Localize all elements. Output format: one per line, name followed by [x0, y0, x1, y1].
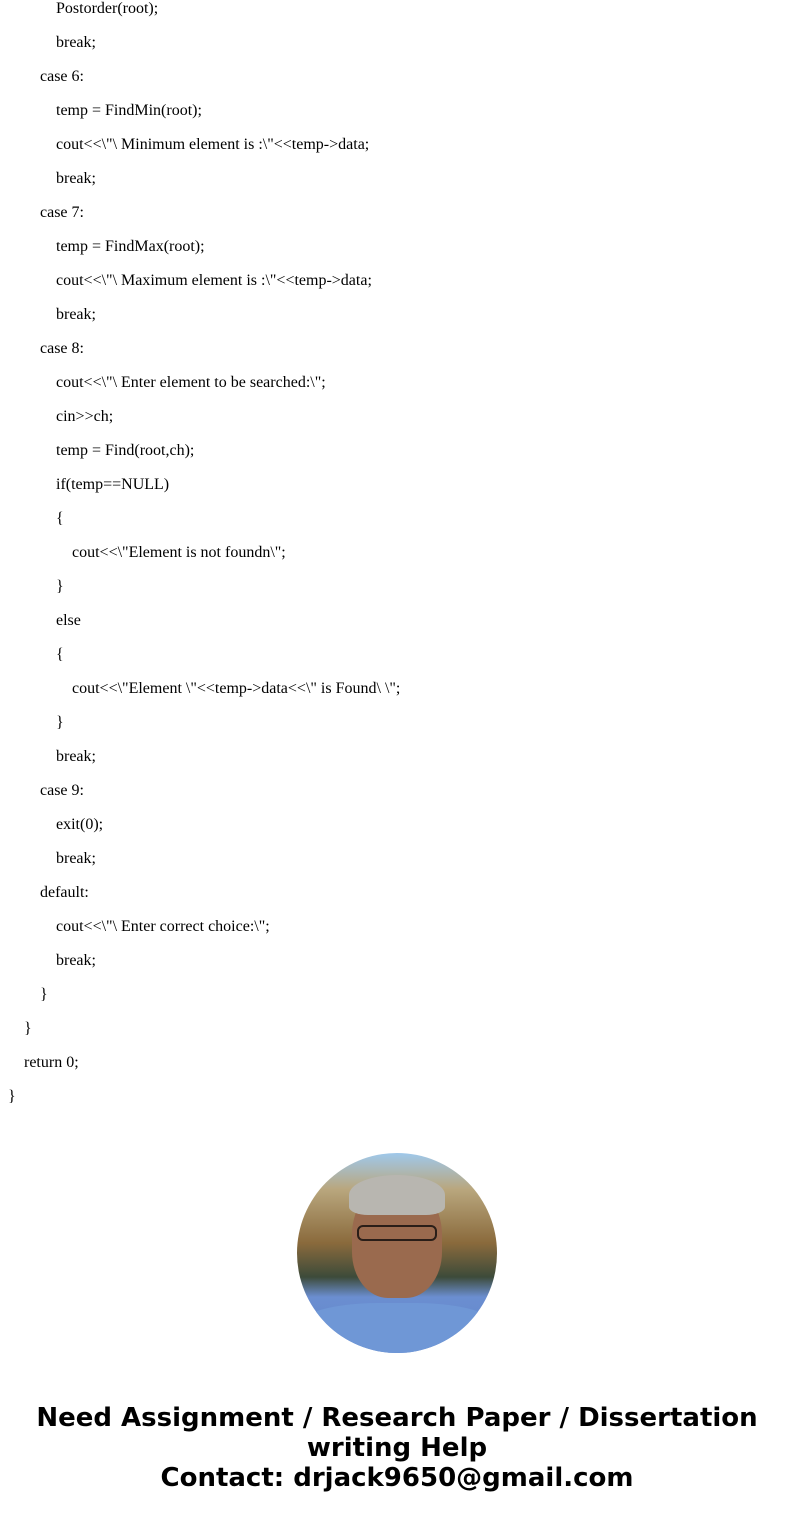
code-line: cout<<\"Element is not foundn\"; [72, 544, 286, 561]
author-photo [297, 1153, 497, 1353]
code-line: cout<<\"\ Maximum element is :\"<<temp->data; [56, 272, 372, 289]
code-line: } [40, 986, 48, 1003]
code-line: Postorder(root); [56, 0, 159, 17]
footer-banner [0, 1403, 794, 1493]
code-line: } [24, 1020, 32, 1037]
contact-email: Contact: drjack9650@gmail.com [160, 1463, 634, 1493]
code-line: else [56, 612, 81, 629]
code-line: break; [56, 748, 96, 765]
photo-glasses [357, 1225, 437, 1241]
code-line: temp = Find(root,ch); [56, 442, 195, 459]
code-line: break; [56, 170, 96, 187]
code-line: case 7: [40, 204, 84, 221]
photo-hair [349, 1175, 445, 1215]
code-line: break; [56, 952, 96, 969]
code-line: break; [56, 34, 96, 51]
code-line: return 0; [24, 1054, 79, 1071]
code-line: cout<<\"\ Enter element to be searched:\"; [56, 374, 326, 391]
code-line: break; [56, 306, 96, 323]
code-line: { [56, 510, 64, 527]
code-line: exit(0); [56, 816, 104, 833]
code-line: cin>>ch; [56, 408, 114, 425]
code-line: default: [40, 884, 89, 901]
code-line: } [56, 578, 64, 595]
code-line: case 6: [40, 68, 84, 85]
code-line: temp = FindMin(root); [56, 102, 202, 119]
photo-shirt [297, 1303, 497, 1353]
help-text: Need Assignment / Research Paper / Dissertation writing Help [36, 1403, 758, 1463]
code-line: } [8, 1088, 16, 1105]
code-line: temp = FindMax(root); [56, 238, 205, 255]
code-line: break; [56, 850, 96, 867]
code-line: case 8: [40, 340, 84, 357]
code-line: cout<<\"\ Enter correct choice:\"; [56, 918, 270, 935]
code-line: } [56, 714, 64, 731]
code-line: case 9: [40, 782, 84, 799]
code-line: cout<<\"Element \"<<temp->data<<\" is Found\ \"; [72, 680, 401, 697]
code-line: if(temp==NULL) [56, 476, 170, 493]
code-line: cout<<\"\ Minimum element is :\"<<temp->data; [56, 136, 370, 153]
code-line: { [56, 646, 64, 663]
